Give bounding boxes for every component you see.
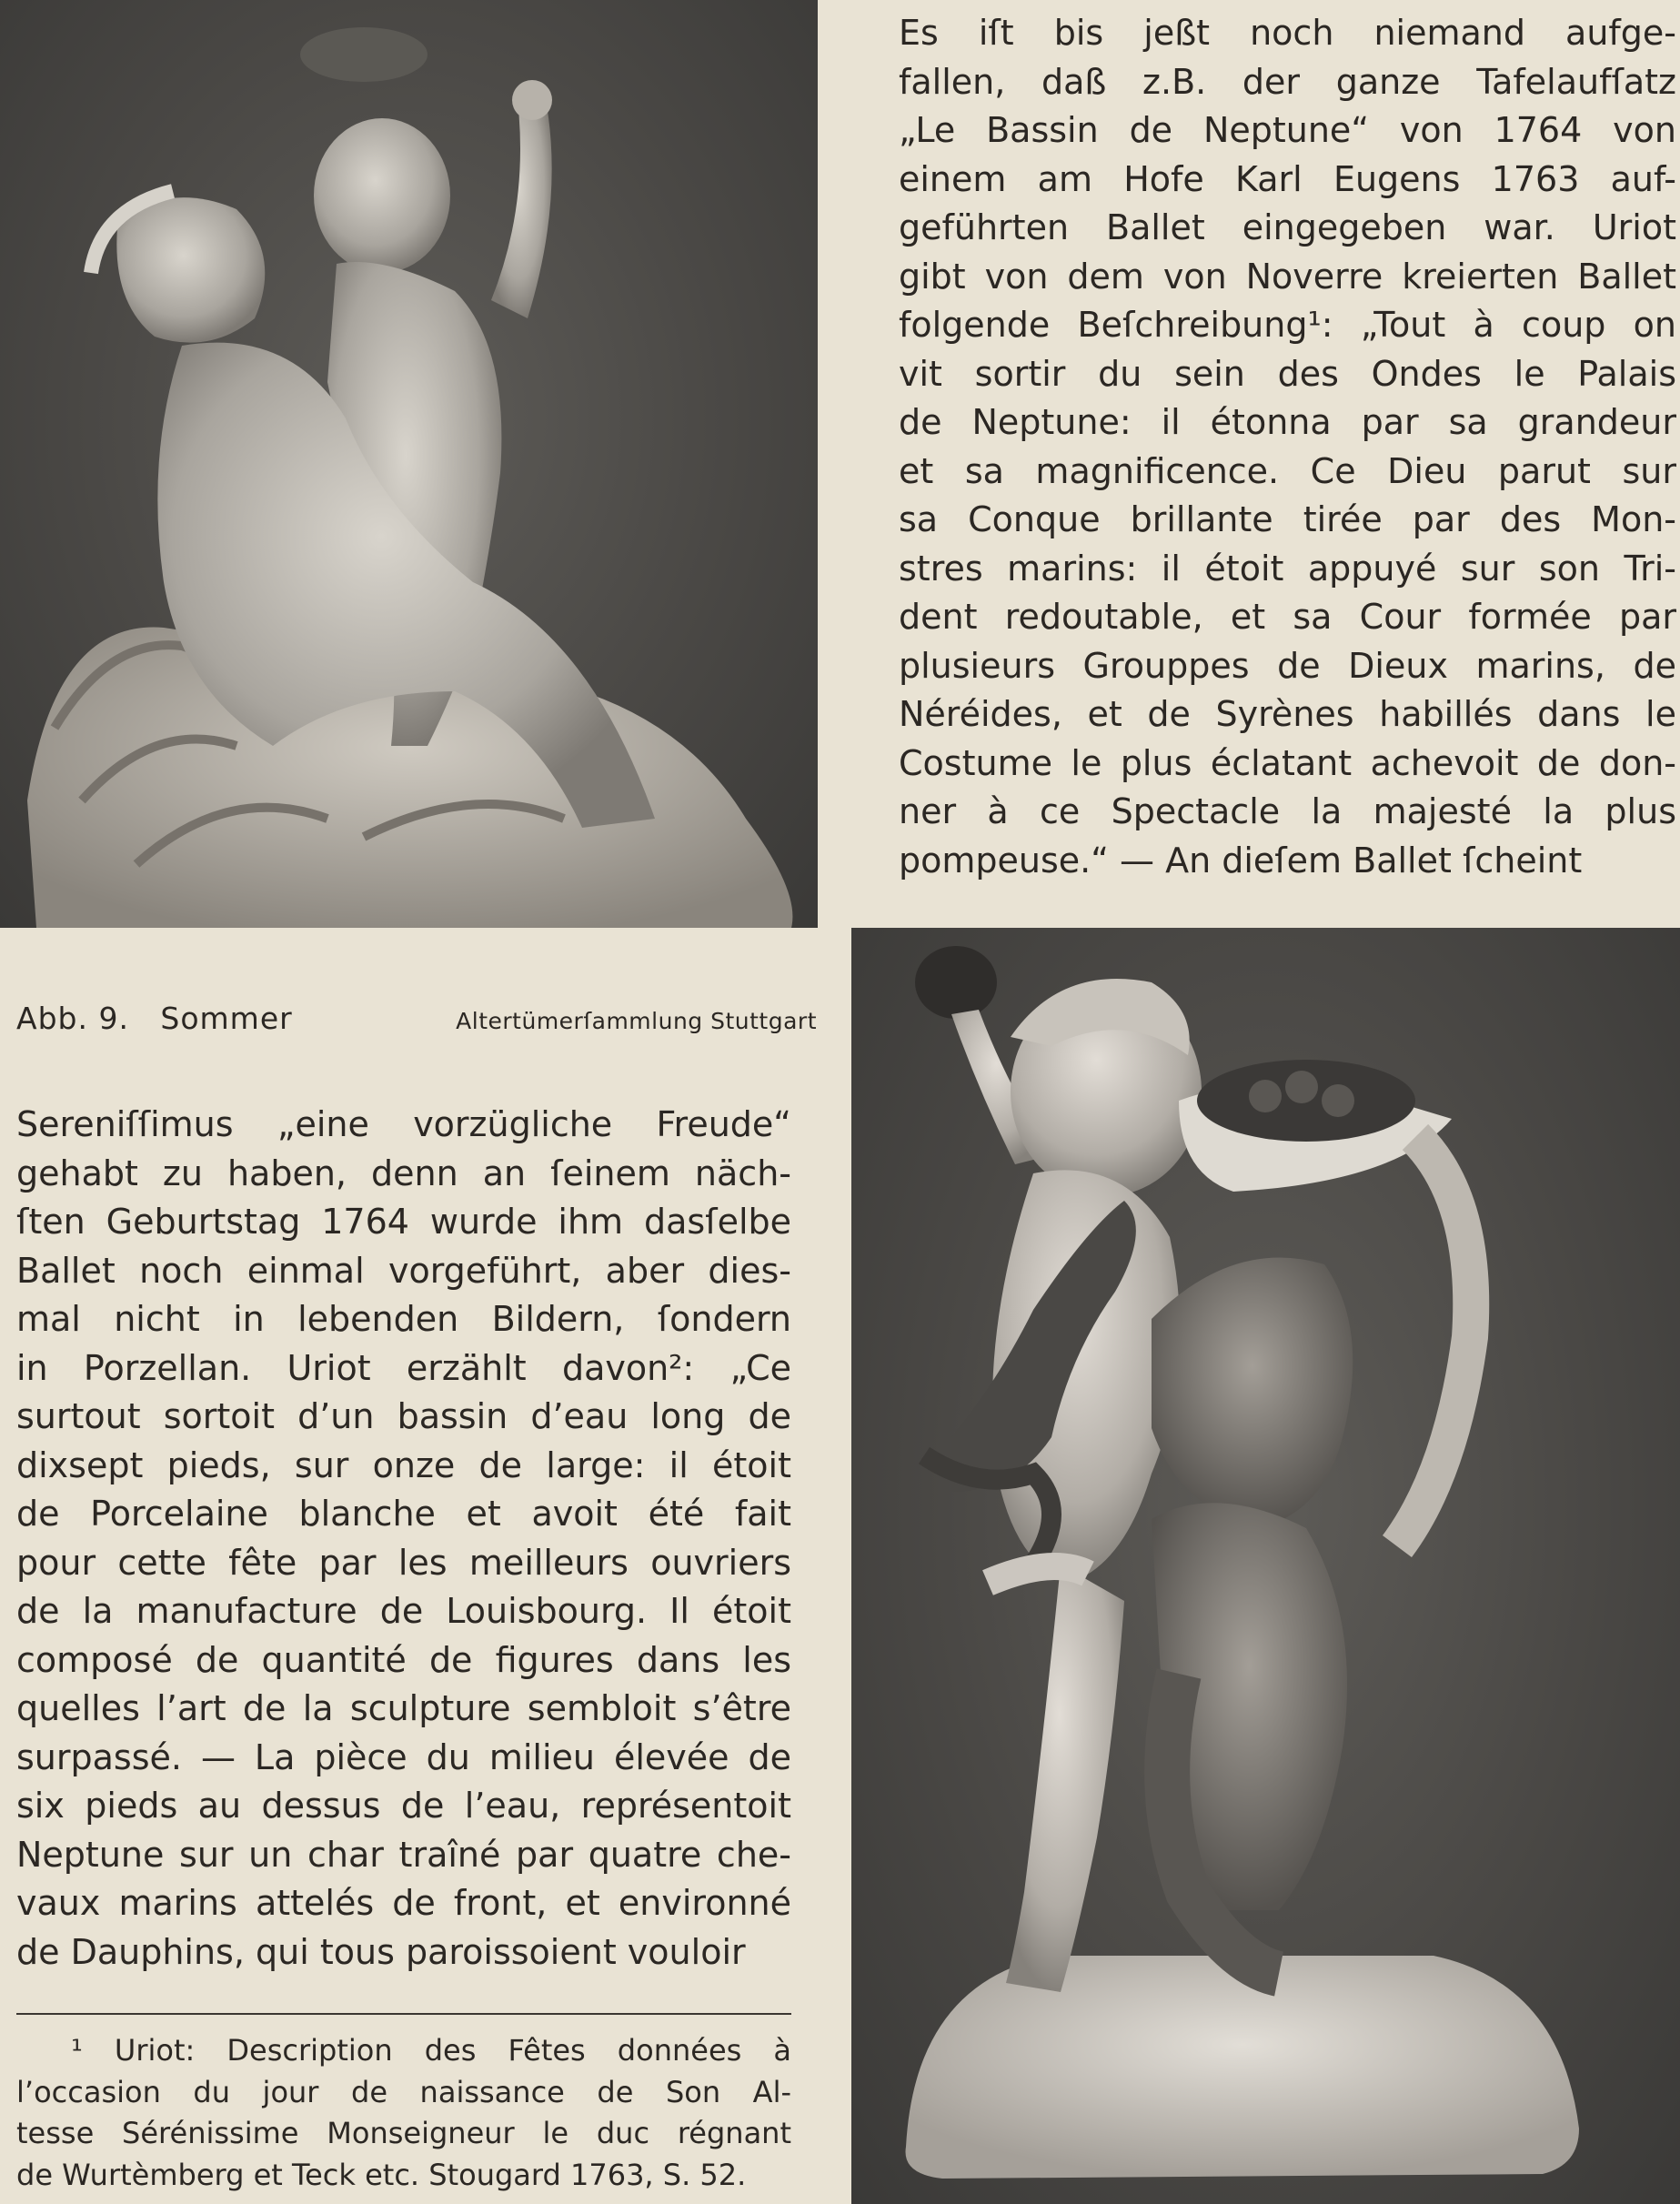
text-line: ner à ce Spectacle la majesté la plus <box>899 791 1676 831</box>
text-line: pour cette fête par les meilleurs ouvriers <box>16 1542 791 1583</box>
text-line: et sa magnificence. Ce Dieu parut sur <box>899 450 1676 491</box>
text-line: pompeuse.“ — An dieſem Ballet ſcheint <box>899 840 1583 881</box>
caption-source: Altertümerſammlung Stuttgart <box>456 1008 817 1034</box>
text-line: surtout sortoit d’un bassin d’eau long de <box>16 1396 791 1436</box>
caption-label: Abb. 9. Sommer <box>16 1001 293 1036</box>
text-line: Ballet noch einmal vorgeführt, aber dies- <box>16 1250 791 1291</box>
text-line: de Porcelaine blanche et avoit été fait <box>16 1494 791 1534</box>
text-line: Sereniſſimus „eine vorzügliche Freude“ <box>16 1104 791 1144</box>
text-line: six pieds au dessus de l’eau, représentoit <box>16 1786 791 1826</box>
text-line: Es iſt bis jeßt noch niemand aufge- <box>899 13 1676 53</box>
text-line: sa Conque brillante tirée par des Mon- <box>899 499 1676 539</box>
footnote <box>16 2030 791 2196</box>
footnote-line: ¹ Uriot: Description des Fêtes données à <box>71 2033 791 2068</box>
left-column-text <box>16 1101 791 1977</box>
text-line: ſten Geburtstag 1764 wurde ihm dasſelbe <box>16 1202 791 1242</box>
text-line: de la manufacture de Louisbourg. Il étoit <box>16 1591 791 1631</box>
text-line: surpassé. — La pièce du milieu élevée de <box>16 1736 791 1777</box>
photo-putti-fruit-basket <box>851 928 1680 2204</box>
text-line: Costume le plus éclatant achevoit de don- <box>899 742 1676 783</box>
figure-caption <box>16 1001 817 1052</box>
text-line: dent redoutable, et sa Cour formée par <box>899 597 1676 637</box>
text-line: Neptune sur un char traîné par quatre che- <box>16 1834 791 1875</box>
footnote-line: l’occasion du jour de naissance de Son Al- <box>16 2074 791 2109</box>
photo-summer-figurine <box>0 0 818 928</box>
footnote-line: tesse Sérénissime Monseigneur le duc régnant <box>16 2116 791 2150</box>
text-line: gehabt zu haben, denn an ſeinem näch- <box>16 1152 791 1193</box>
text-line: vit sortir du sein des Ondes le Palais <box>899 353 1676 394</box>
text-line: gibt von dem von Noverre kreierten Ballet <box>899 256 1676 297</box>
right-column-text <box>899 9 1676 885</box>
text-line: plusieurs Grouppes de Dieux marins, de <box>899 645 1676 686</box>
text-line: in Porzellan. Uriot erzählt davon²: „Ce <box>16 1347 791 1388</box>
text-line: de Dauphins, qui tous paroissoient vouloir <box>16 1931 746 1972</box>
text-line: mal nicht in lebenden Bildern, ſondern <box>16 1299 791 1339</box>
footnote-divider <box>16 2013 791 2015</box>
text-line: quelles l’art de la sculpture sembloit s’être <box>16 1688 791 1728</box>
text-line: Néréides, et de Syrènes habillés dans le <box>899 694 1676 734</box>
text-line: dixsept pieds, sur onze de large: il étoit <box>16 1444 791 1485</box>
text-line: „Le Bassin de Neptune“ von 1764 von <box>899 110 1676 150</box>
text-line: folgende Beſchreibung¹: „Tout à coup on <box>899 305 1676 345</box>
text-line: geführten Ballet eingegeben war. Uriot <box>899 207 1676 247</box>
text-line: vaux marins attelés de front, et environné <box>16 1883 791 1923</box>
text-line: einem am Hofe Karl Eugens 1763 auf- <box>899 158 1676 199</box>
text-line: stres marins: il étoit appuyé sur son Tri- <box>899 548 1676 589</box>
text-line: de Neptune: il étonna par sa grandeur <box>899 402 1676 442</box>
text-line: fallen, daß z.B. der ganze Tafelaufſatz <box>899 61 1676 102</box>
footnote-line: de Wurtèmberg et Teck etc. Stougard 1763, S. 52. <box>16 2157 747 2192</box>
text-line: composé de quantité de figures dans les <box>16 1639 791 1680</box>
